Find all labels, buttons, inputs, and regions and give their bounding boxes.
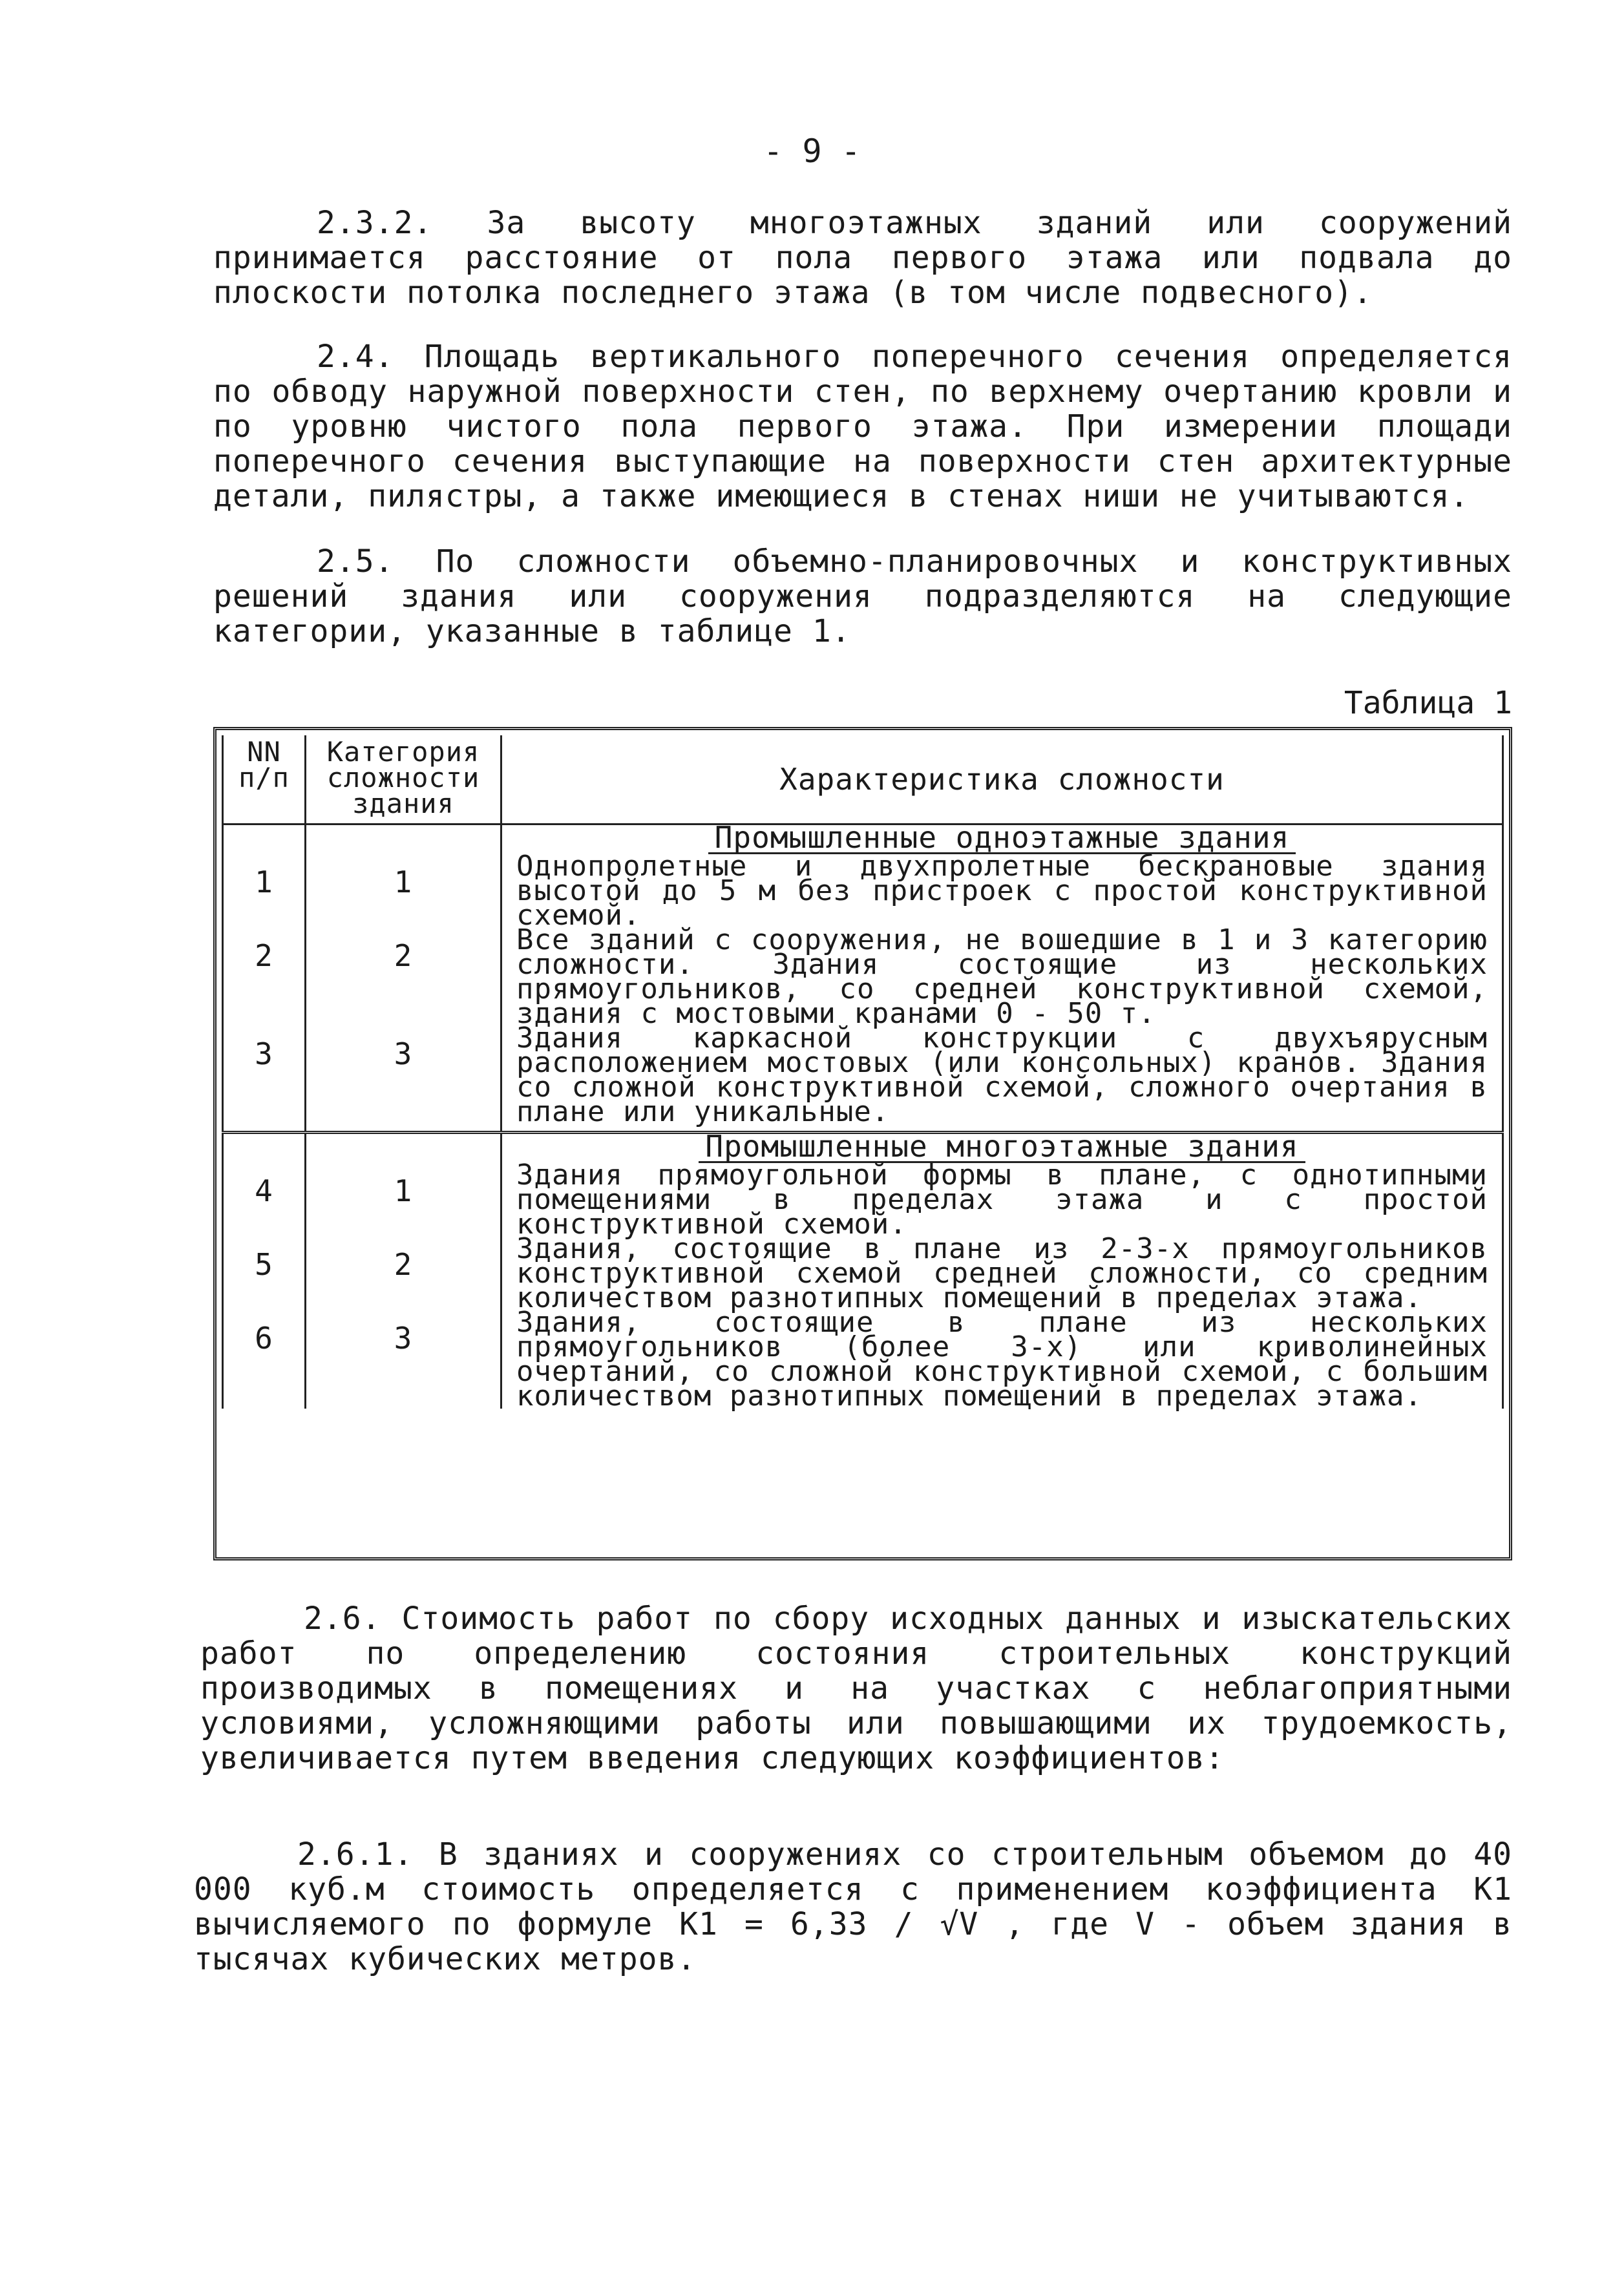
row-category: 1 — [306, 1163, 501, 1237]
header-characteristic: Характеристика сложности — [501, 735, 1503, 824]
table-row — [223, 1163, 1503, 1237]
page-number: - 9 - — [763, 132, 861, 170]
row-text: Однопролетные и двухпролетные бескрановые здания высотой до 5 м без пристроек с простой конструктивной схемой. — [501, 854, 1503, 928]
row-category: 2 — [306, 1237, 501, 1310]
header-category: Категория сложности здания — [306, 735, 501, 824]
categories-table — [213, 727, 1512, 1560]
row-text: Здания, состоящие в плане из 2-3-х прямоугольников конструктивной схемой средней сложности, со средним количеством разнотипных помещений в пределах этажа. — [501, 1237, 1503, 1310]
table-header-row — [223, 735, 1503, 824]
paragraph-2-5 — [213, 544, 1512, 649]
paragraph-text: 2.6.1. В зданиях и сооружениях со строительным объемом до 40 000 куб.м стоимость определяется с применением коэффициента К1 вычисляемого по формуле К1 = 6,33 / √V , где V - объем здания в тысячах кубических метров. — [194, 1836, 1512, 1977]
paragraph-2-4 — [213, 339, 1512, 514]
row-num: 4 — [223, 1163, 306, 1237]
section-title-multi-storey: Промышленные многоэтажные здания — [699, 1134, 1305, 1163]
row-num: 5 — [223, 1237, 306, 1310]
row-text: Здания прямоугольной формы в плане, с однотипными помещениями в пределах этажа и с простой конструктивной схемой. — [501, 1163, 1503, 1237]
row-text: Все зданий с сооружения, не вошедшие в 1 и 3 категорию сложности. Здания состоящие из нескольких прямоугольников, со средней конструктивной схемой, здания с мостовыми кранами 0 - 50 т. — [501, 928, 1503, 1026]
paragraph-2-3-2 — [213, 205, 1512, 310]
paragraph-2-6-1 — [194, 1837, 1512, 1977]
row-category: 1 — [306, 854, 501, 928]
row-text: Здания каркасной конструкции с двухъярусным расположением мостовых (или консольных) кранов. Здания со сложной конструктивной схемой, сложного очертания в плане или уникальные. — [501, 1026, 1503, 1124]
paragraph-text: 2.6. Стоимость работ по сбору исходных данных и изыскательских работ по определению состояния строительных конструкций производимых в помещениях и на участках с неблагоприятными условиями, усложняющими работы или повышающими их трудоемкость, увеличивается путем введения следующих коэффициентов: — [200, 1601, 1512, 1776]
row-num: 1 — [223, 854, 306, 928]
row-category: 2 — [306, 928, 501, 1026]
row-category: 3 — [306, 1026, 501, 1124]
table-row — [223, 1310, 1503, 1409]
paragraph-text: 2.3.2. За высоту многоэтажных зданий или сооружений принимается расстояние от пола первого этажа или подвала до плоскости потолка последнего этажа (в том числе подвесного). — [213, 205, 1512, 311]
table-row — [223, 1237, 1503, 1310]
table-row — [223, 1026, 1503, 1124]
row-category: 3 — [306, 1310, 501, 1409]
paragraph-text: 2.4. Площадь вертикального поперечного сечения определяется по обводу наружной поверхности стен, по верхнему очертанию кровли и по уровню чистого пола первого этажа. При измерении площади поперечного сечения выступающие на поверхности стен архитектурные детали, пилястры, а также имеющиеся в стенах ниши не учитываются. — [213, 339, 1512, 514]
table-row — [223, 854, 1503, 928]
paragraph-2-6 — [200, 1601, 1512, 1776]
row-num: 3 — [223, 1026, 306, 1124]
table-row — [223, 928, 1503, 1026]
row-num: 2 — [223, 928, 306, 1026]
row-num: 6 — [223, 1310, 306, 1409]
paragraph-text: 2.5. По сложности объемно-планировочных и конструктивных решений здания или сооружения подразделяются на следующие категории, указанные в таблице 1. — [213, 543, 1512, 649]
header-num: NN п/п — [223, 735, 306, 824]
table-caption: Таблица 1 — [1344, 685, 1512, 721]
section-title-single-storey: Промышленные одноэтажные здания — [708, 825, 1296, 854]
row-text: Здания, состоящие в плане из нескольких прямоугольников (более 3-х) или криволинейных очертаний, со сложной конструктивной схемой, с большим количеством разнотипных помещений в пределах этажа. — [501, 1310, 1503, 1409]
